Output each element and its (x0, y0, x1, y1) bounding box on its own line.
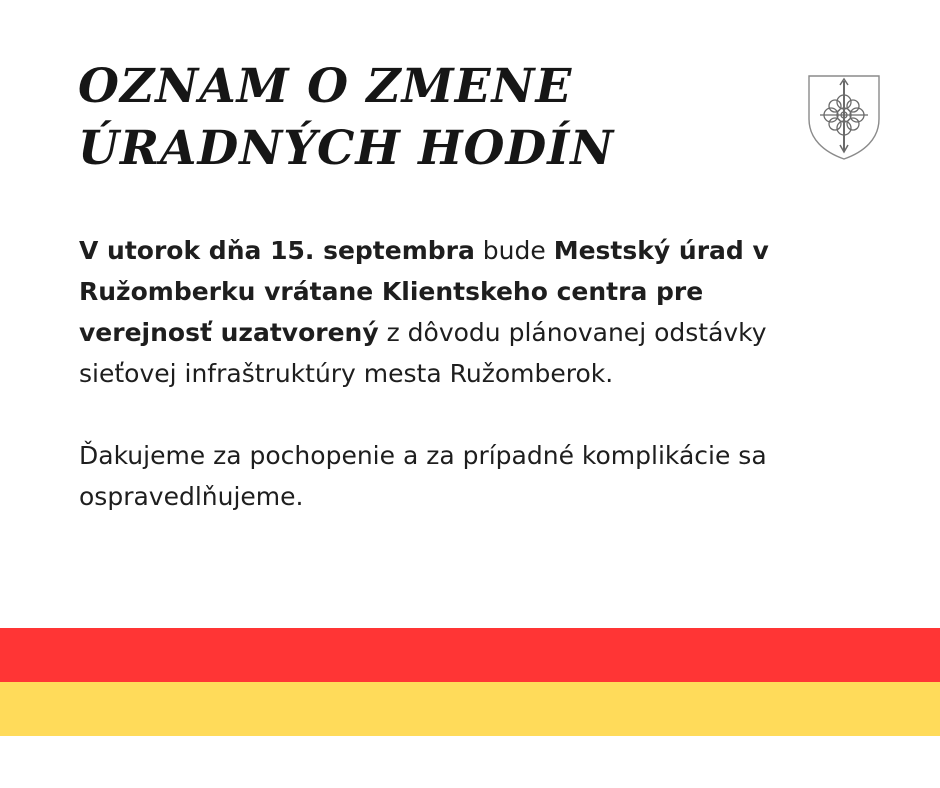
notice-reason: z dôvodu plánovanej odstávky sieťovej infraštruktúry mesta Ružomberok. (79, 318, 767, 388)
ruzomberok-coat-of-arms-icon (806, 73, 882, 161)
red-stripe (0, 628, 940, 682)
notice-connector: bude (474, 236, 554, 265)
notice-office: Mestský úrad v Ružomberku vrátane Klientskeho centra pre verejnosť uzatvorený (79, 236, 769, 347)
notice-text (79, 230, 769, 517)
yellow-stripe (0, 682, 940, 736)
title-line-2: ÚRADNÝCH HODÍN (78, 121, 615, 176)
notice-paragraph-2: Ďakujeme za pochopenie a za prípadné komplikácie sa ospravedlňujeme. (79, 441, 767, 511)
title-line-1: OZNAM O ZMENE (78, 59, 573, 114)
page-title (78, 56, 614, 180)
notice-date: V utorok dňa 15. septembra (79, 236, 475, 265)
notice-paragraph-1 (79, 230, 769, 394)
